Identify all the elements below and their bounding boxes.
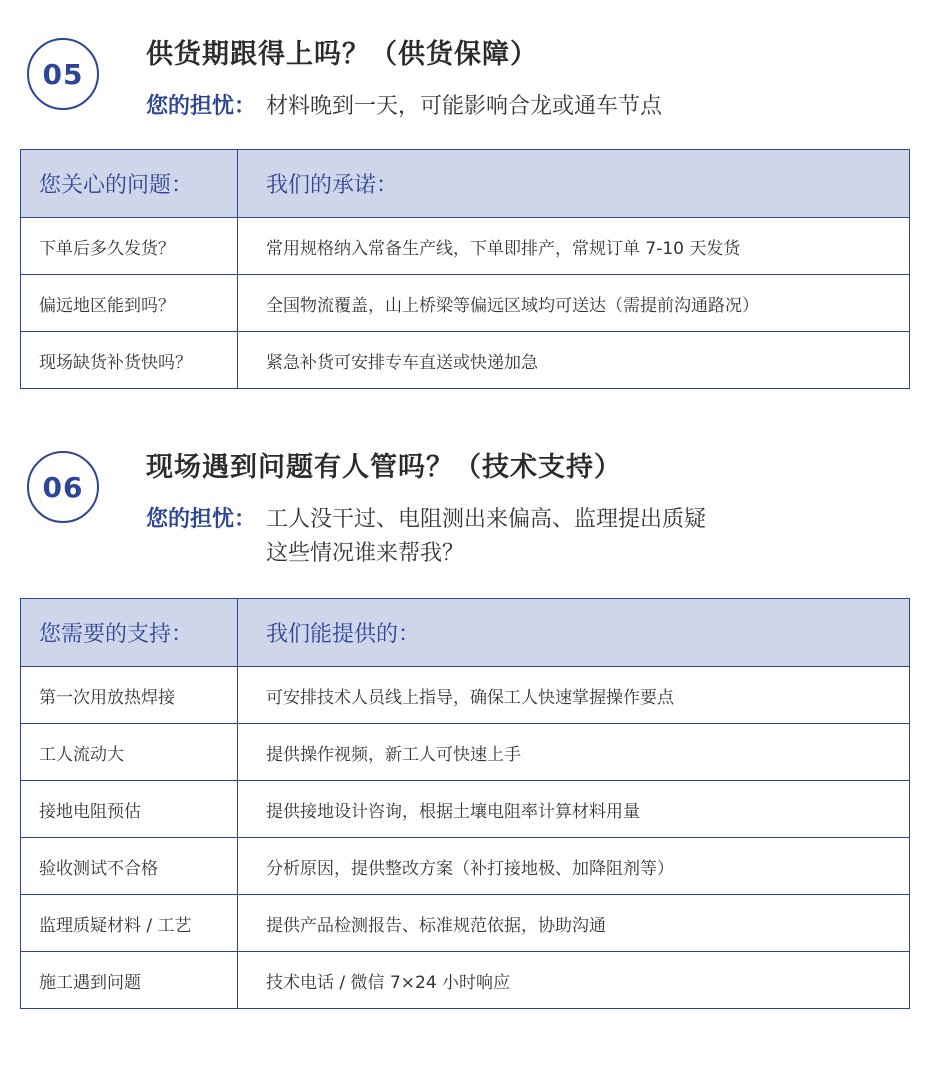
- answer-cell: 分析原因，提供整改方案（补打接地极、加降阻剂等）: [238, 838, 910, 895]
- section-number: 06: [42, 470, 84, 504]
- answer-cell: 紧急补货可安排专车直送或快递加急: [238, 332, 910, 389]
- table-row: [21, 218, 910, 275]
- question-cell: 现场缺货补货快吗？: [21, 332, 238, 389]
- support-table: [20, 598, 910, 1009]
- answer-cell: 可安排技术人员线上指导，确保工人快速掌握操作要点: [238, 667, 910, 724]
- answer-cell: 提供产品检测报告、标准规范依据，协助沟通: [238, 895, 910, 952]
- section-number: 05: [42, 57, 84, 91]
- concern-line: 工人没干过、电阻测出来偏高、监理提出质疑: [266, 507, 707, 532]
- table-row: [21, 724, 910, 781]
- answer-cell: 常用规格纳入常备生产线，下单即排产，常规订单 7-10 天发货: [238, 218, 910, 275]
- concern: [146, 503, 707, 566]
- question-cell: 偏远地区能到吗？: [21, 275, 238, 332]
- question-cell: 接地电阻预估: [21, 781, 238, 838]
- column-header: 我们能提供的：: [238, 599, 910, 667]
- concern-line: 这些情况谁来帮我？: [266, 541, 465, 566]
- concern-line: 材料晚到一天，可能影响合龙或通车节点: [266, 94, 663, 119]
- table-header-row: [21, 150, 910, 218]
- concern: [146, 90, 663, 124]
- table-row: [21, 332, 910, 389]
- concern-label: 您的担忧：: [146, 94, 257, 119]
- table-header-row: [21, 599, 910, 667]
- question-cell: 下单后多久发货？: [21, 218, 238, 275]
- question-cell: 工人流动大: [21, 724, 238, 781]
- question-cell: 施工遇到问题: [21, 952, 238, 1009]
- table-row: [21, 838, 910, 895]
- section-title: 供货期跟得上吗？（供货保障）: [146, 39, 538, 70]
- table-row: [21, 895, 910, 952]
- section-number-badge: [27, 451, 99, 523]
- column-header: 我们的承诺：: [238, 150, 910, 218]
- section-number-badge: [27, 38, 99, 110]
- question-cell: 验收测试不合格: [21, 838, 238, 895]
- answer-cell: 全国物流覆盖，山上桥梁等偏远区域均可送达（需提前沟通路况）: [238, 275, 910, 332]
- table-row: [21, 781, 910, 838]
- column-header: 您关心的问题：: [21, 150, 238, 218]
- concern-text: [266, 90, 662, 124]
- section-title: 现场遇到问题有人管吗？（技术支持）: [146, 452, 622, 483]
- supply-table: [20, 149, 910, 389]
- question-cell: 第一次用放热焊接: [21, 667, 238, 724]
- answer-cell: 提供操作视频，新工人可快速上手: [238, 724, 910, 781]
- concern-text: [266, 503, 706, 571]
- table-row: [21, 952, 910, 1009]
- question-cell: 监理质疑材料 / 工艺: [21, 895, 238, 952]
- concern-label: 您的担忧：: [146, 507, 257, 532]
- table-row: [21, 667, 910, 724]
- answer-cell: 技术电话 / 微信 7×24 小时响应: [238, 952, 910, 1009]
- column-header: 您需要的支持：: [21, 599, 238, 667]
- answer-cell: 提供接地设计咨询，根据土壤电阻率计算材料用量: [238, 781, 910, 838]
- table-row: [21, 275, 910, 332]
